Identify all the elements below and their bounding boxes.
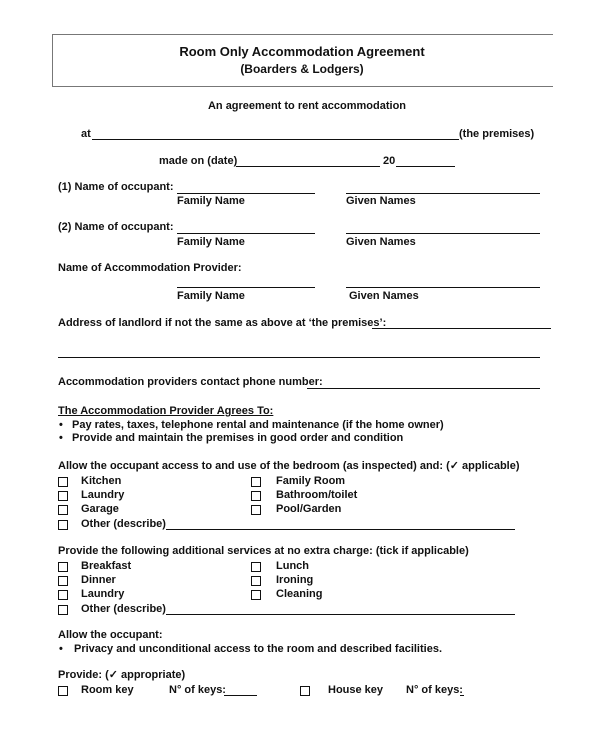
dinner-checkbox[interactable]	[58, 576, 68, 586]
house-key-checkbox[interactable]	[300, 686, 310, 696]
date-field[interactable]	[236, 166, 380, 167]
occupant2-given-field[interactable]	[346, 233, 540, 234]
cleaning-label: Cleaning	[276, 588, 323, 600]
occupant1-given-field[interactable]	[346, 193, 540, 194]
access-heading: Allow the occupant access to and use of the bedroom (as inspected) and: (✓ applicable)	[58, 460, 520, 472]
intro-text: An agreement to rent accommodation	[207, 100, 407, 112]
services-other-label: Other (describe)	[81, 603, 166, 615]
family-room-label: Family Room	[276, 475, 346, 487]
phone-field[interactable]	[307, 388, 540, 389]
provider-given-field[interactable]	[346, 287, 540, 288]
laundry-service-checkbox[interactable]	[58, 590, 68, 600]
house-keys-count-label: N° of keys:	[406, 684, 463, 696]
cleaning-checkbox[interactable]	[251, 590, 261, 600]
dinner-label: Dinner	[81, 574, 116, 586]
bullet: •	[59, 643, 63, 655]
room-keys-count-field[interactable]	[224, 695, 257, 696]
allow-heading: Allow the occupant:	[58, 629, 163, 641]
premises-label: (the premises)	[459, 128, 535, 140]
laundry-label: Laundry	[81, 489, 125, 501]
access-other-field[interactable]	[166, 529, 515, 530]
lunch-checkbox[interactable]	[251, 562, 261, 572]
breakfast-checkbox[interactable]	[58, 562, 68, 572]
title-box	[52, 34, 553, 87]
provide-heading: Provide: (✓ appropriate)	[58, 669, 186, 681]
phone-label: Accommodation providers contact phone number:	[58, 376, 323, 388]
bullet: •	[59, 432, 63, 444]
family-name-caption: Family Name	[177, 290, 245, 302]
occupant1-label: (1) Name of occupant:	[58, 181, 174, 193]
address-field-2[interactable]	[58, 357, 540, 358]
house-keys-count-field[interactable]	[460, 695, 464, 696]
bathroom-label: Bathroom/toilet	[276, 489, 358, 501]
agrees-bullet-1: Pay rates, taxes, telephone rental and maintenance (if the home owner)	[72, 419, 444, 431]
at-label: at	[81, 128, 91, 140]
house-key-label: House key	[328, 684, 384, 696]
services-other-checkbox[interactable]	[58, 605, 68, 615]
room-key-label: Room key	[81, 684, 134, 696]
laundry-checkbox[interactable]	[58, 491, 68, 501]
kitchen-checkbox[interactable]	[58, 477, 68, 487]
allow-bullet-1: Privacy and unconditional access to the room and described facilities.	[74, 643, 442, 655]
services-other-field[interactable]	[166, 614, 515, 615]
occupant2-family-field[interactable]	[177, 233, 315, 234]
bathroom-checkbox[interactable]	[251, 491, 261, 501]
provider-label: Name of Accommodation Provider:	[58, 262, 242, 274]
premises-field[interactable]	[92, 139, 459, 140]
address-field-1[interactable]	[372, 328, 551, 329]
ironing-label: Ironing	[276, 574, 314, 586]
access-other-checkbox[interactable]	[58, 520, 68, 530]
lunch-label: Lunch	[276, 560, 309, 572]
services-heading: Provide the following additional services at no extra charge: (tick if applicable)	[58, 545, 469, 557]
address-label: Address of landlord if not the same as above at ‘the premises’:	[58, 317, 387, 329]
agrees-heading: The Accommodation Provider Agrees To:	[58, 405, 274, 417]
made-on-label: made on (date)	[159, 155, 238, 167]
occupant2-label: (2) Name of occupant:	[58, 221, 174, 233]
laundry-service-label: Laundry	[81, 588, 125, 600]
provider-family-field[interactable]	[177, 287, 315, 288]
breakfast-label: Breakfast	[81, 560, 132, 572]
pool-garden-checkbox[interactable]	[251, 505, 261, 515]
family-name-caption: Family Name	[177, 236, 245, 248]
garage-label: Garage	[81, 503, 119, 515]
room-keys-count-label: N° of keys:	[169, 684, 226, 696]
bullet: •	[59, 419, 63, 431]
given-names-caption: Given Names	[349, 290, 419, 302]
document-subtitle: (Boarders & Lodgers)	[240, 62, 364, 76]
family-name-caption: Family Name	[177, 195, 245, 207]
year-field[interactable]	[396, 166, 455, 167]
occupant1-family-field[interactable]	[177, 193, 315, 194]
given-names-caption: Given Names	[346, 195, 416, 207]
garage-checkbox[interactable]	[58, 505, 68, 515]
agrees-bullet-2: Provide and maintain the premises in good order and condition	[72, 432, 404, 444]
kitchen-label: Kitchen	[81, 475, 122, 487]
pool-garden-label: Pool/Garden	[276, 503, 342, 515]
family-room-checkbox[interactable]	[251, 477, 261, 487]
room-key-checkbox[interactable]	[58, 686, 68, 696]
document-title: Room Only Accommodation Agreement	[179, 44, 425, 59]
ironing-checkbox[interactable]	[251, 576, 261, 586]
given-names-caption: Given Names	[346, 236, 416, 248]
year-prefix: 20	[383, 155, 396, 167]
access-other-label: Other (describe)	[81, 518, 166, 530]
